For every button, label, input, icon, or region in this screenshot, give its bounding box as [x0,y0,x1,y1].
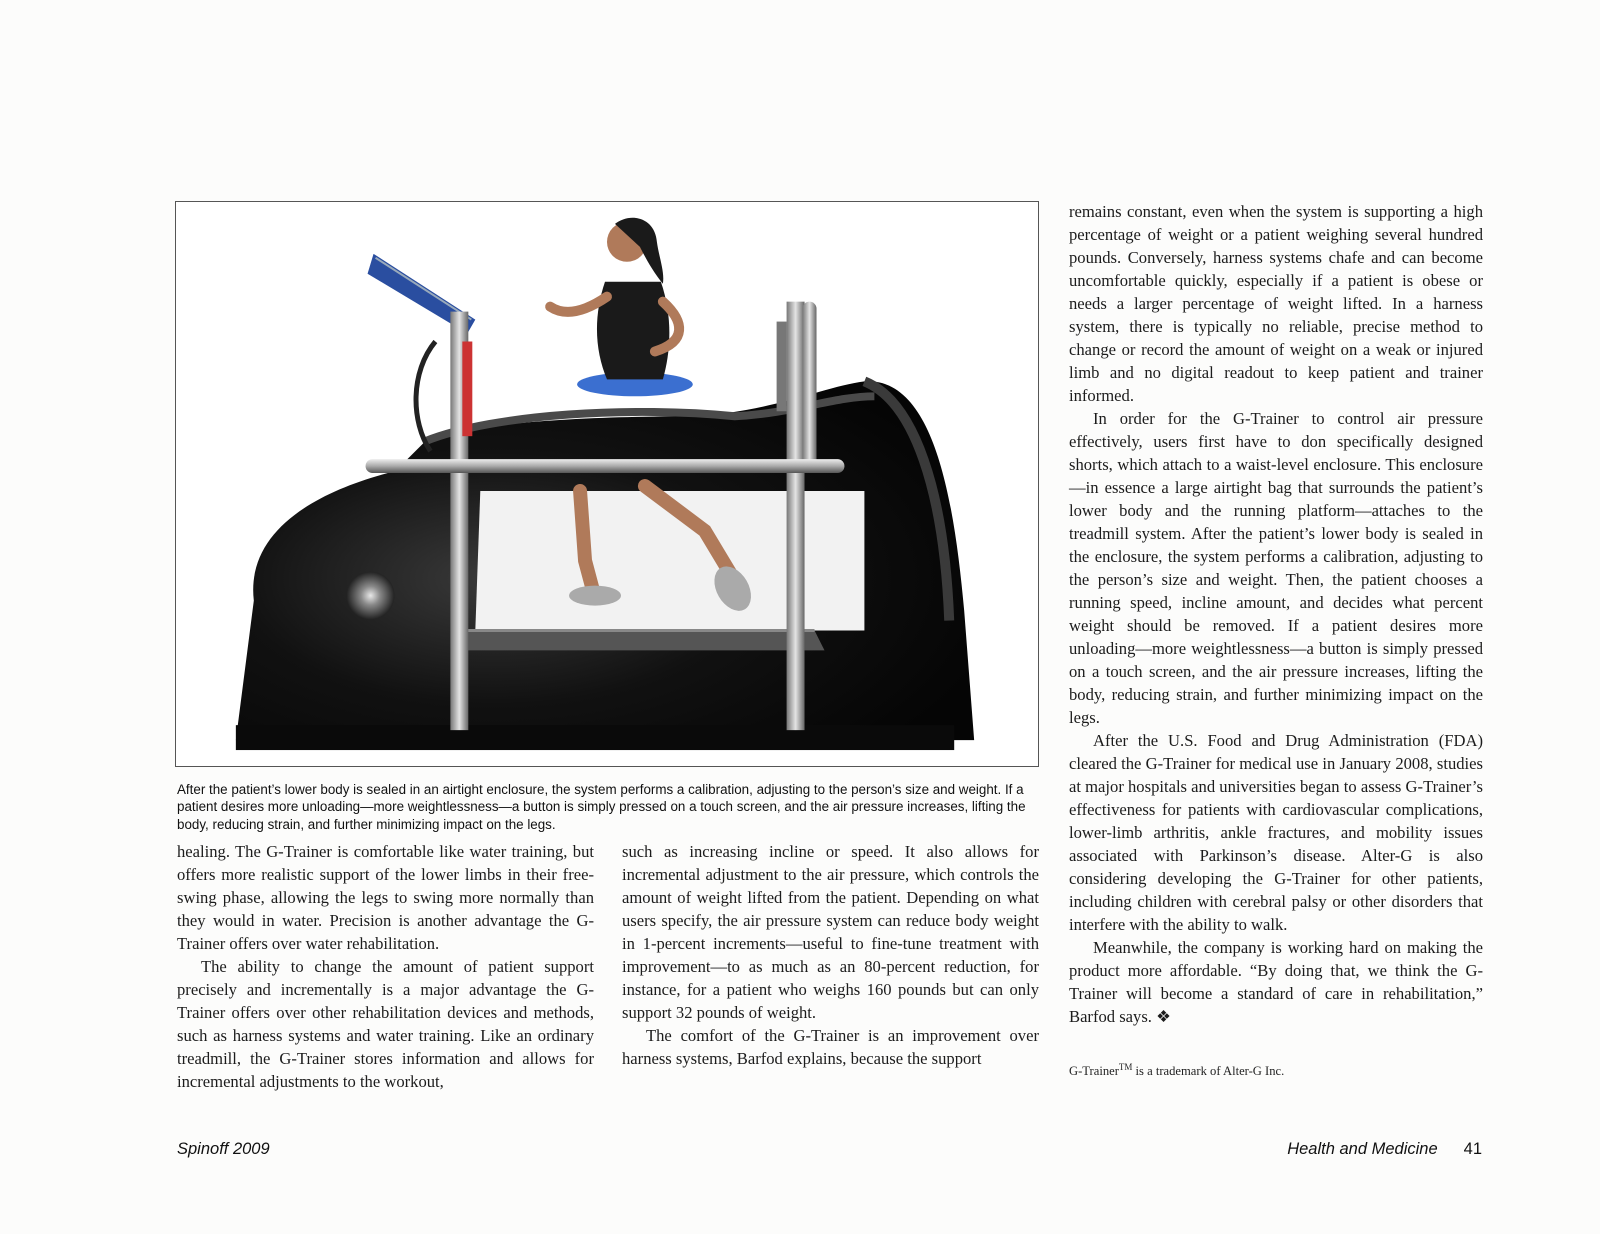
trademark-mark: TM [1118,1062,1133,1072]
paragraph: remains constant, even when the system is supporting a high percentage of weight or a patient weighing several hundred pounds. Conversely, harness systems chafe and can become uncomfortable quickly, especially if a patient is obese or needs a larger percentage of weight lifted. In a harness system, there is typically no reliable, precise method to change or record the amount of weight on a weak or injured limb and no digital readout to keep patient and trainer informed. [1069,202,1483,405]
paragraph: Meanwhile, the company is working hard on making the product more affordable. “By doing that, we think the G-Trainer will become a standard of care in rehabilitation,” Barfod says. ❖ [1069,938,1483,1026]
footer-section [1287,1140,1482,1159]
paragraph: After the U.S. Food and Drug Administration (FDA) cleared the G-Trainer for medical use in January 2008, studies at major hospitals and universities began to assess G-Trainer’s effectiveness for patients with cardiovascular complications, lower-limb arthritis, ankle fractures, and mobility issues associated with Parkinson’s disease. Alter-G is also considering developing the G-Trainer for other patients, including children with cerebral palsy or other disorders that interfere with the ability to walk. [1069,731,1483,934]
section-name: Health and Medicine [1287,1140,1438,1158]
paragraph: In order for the G-Trainer to control air pressure effectively, users first have to don specifically designed shorts, which attach to a waist-level enclosure. This enclosure—in essence a large airtight bag that surrounds the patient’s lower body and the running platform—attaches to the treadmill system. After the patient’s lower body is sealed in the enclosure, the system performs a calibration, adjusting to the person’s size and weight. Then, the patient chooses a running speed, incline amount, and decides what percent weight should be removed. If a patient desires more unloading—more weightlessness—a button is simply pressed on a touch screen, and the air pressure increases, lifting the body, reducing strain, and further minimizing impact on the legs. [1069,409,1483,727]
paragraph: such as increasing incline or speed. It also allows for incremental adjustment to the air pressure, which controls the amount of weight lifted from the patient. Depending on what users specify, the air pressure system can reduce body weight in 1-percent increments—useful to fine-tune treatment with improvement—to as much as an 80-percent reduction, for instance, for a patient who weighs 160 pounds but can only support 32 pounds of weight. [622,842,1039,1022]
footnote-name: G-Trainer [1069,1064,1119,1079]
footnote-text: is a trademark of Alter-G Inc. [1132,1064,1285,1079]
g-trainer-photo [175,201,1039,767]
paragraph: The comfort of the G-Trainer is an improvement over harness systems, Barfod explains, because the support [622,1026,1039,1068]
column-2 [622,840,1039,1070]
publication-title: Spinoff 2009 [177,1140,270,1158]
paragraph: The ability to change the amount of patient support precisely and incrementally is a major advantage the G-Trainer offers over other rehabilitation devices and methods, such as harness systems and water training. Like an ordinary treadmill, the G-Trainer stores information and allows for incremental adjustments to the workout, [177,957,594,1091]
figure-caption: After the patient’s lower body is sealed in an airtight enclosure, the system performs a calibration, adjusting to the person’s size and weight. If a patient desires more unloading—more weightlessness—a button is simply pressed on a touch screen, and the air pressure increases, lifting the body, reducing strain, and further minimizing impact on the legs. [177,782,1026,832]
page-number: 41 [1463,1140,1482,1158]
treadmill-illustration [176,202,1038,766]
trademark-footnote [1069,1062,1284,1079]
paragraph: healing. The G-Trainer is comfortable like water training, but offers more realistic support of the lower limbs in their free-swing phase, allowing the legs to swing more normally than they would in water. Precision is another advantage the G-Trainer offers over water rehabilitation. [177,842,594,953]
column-1 [177,840,594,1093]
column-3 [1069,200,1483,1028]
